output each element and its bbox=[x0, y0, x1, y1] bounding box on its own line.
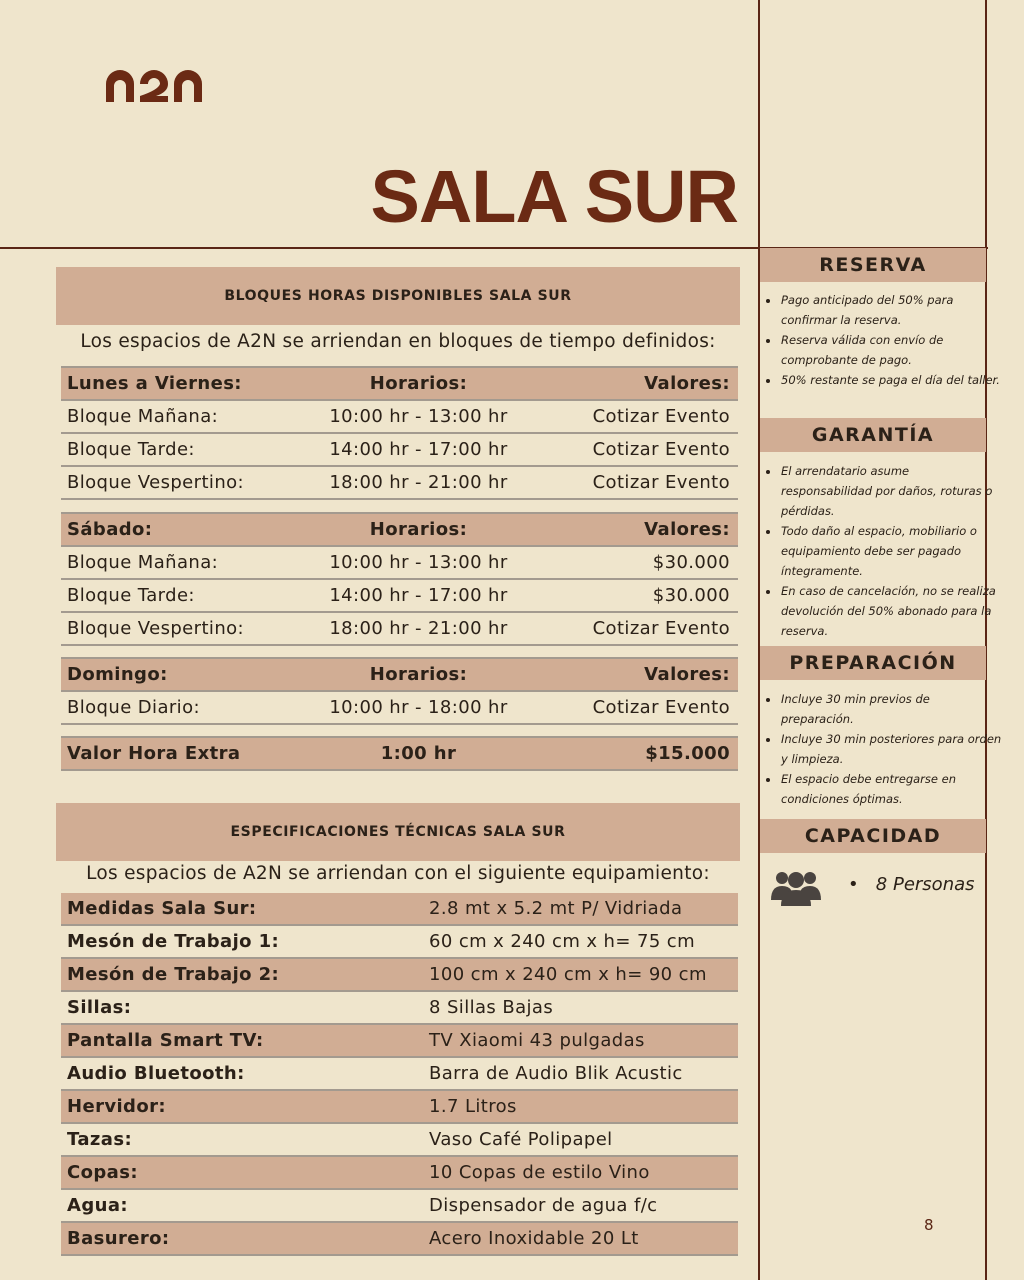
block-name: Bloque Vespertino: bbox=[67, 618, 245, 639]
table-header-row bbox=[61, 366, 738, 401]
block-value: Cotizar Evento bbox=[592, 472, 730, 493]
schedule-intro: Los espacios de A2N se arriendan en bloques de tiempo definidos: bbox=[80, 331, 716, 352]
capacity-label: 8 Personas bbox=[875, 874, 975, 895]
extra-hour-duration: 1:00 hr bbox=[380, 743, 457, 764]
capacidad-heading: CAPACIDAD bbox=[760, 819, 986, 853]
table-row bbox=[61, 547, 738, 580]
list-item: • El arrendatario asume responsabilidad por daños, roturas o pérdidas. bbox=[780, 461, 1002, 521]
table-row bbox=[61, 434, 738, 467]
block-name: Bloque Vespertino: bbox=[67, 472, 245, 493]
block-name: Bloque Tarde: bbox=[67, 439, 195, 460]
list-item: • Todo daño al espacio, mobiliario o equipamiento debe ser pagado íntegramente. bbox=[780, 521, 1002, 581]
block-hours: 14:00 hr - 17:00 hr bbox=[329, 585, 508, 606]
spec-value: Acero Inoxidable 20 Lt bbox=[429, 1228, 639, 1249]
spec-key: Mesón de Trabajo 1: bbox=[67, 931, 280, 952]
spec-value: 2.8 mt x 5.2 mt P/ Vidriada bbox=[429, 898, 683, 919]
block-value: $30.000 bbox=[652, 552, 730, 573]
page-number: 8 bbox=[924, 1216, 934, 1234]
values-header: Valores: bbox=[644, 664, 730, 685]
block-hours: 18:00 hr - 21:00 hr bbox=[329, 472, 508, 493]
spec-key: Hervidor: bbox=[67, 1096, 166, 1117]
people-group-icon bbox=[770, 866, 822, 908]
day-label: Domingo: bbox=[67, 664, 168, 685]
list-item: • Incluye 30 min previos de preparación. bbox=[780, 689, 1002, 729]
spec-key: Pantalla Smart TV: bbox=[67, 1030, 264, 1051]
block-hours: 10:00 hr - 13:00 hr bbox=[329, 406, 508, 427]
schedule-table-saturday bbox=[61, 512, 738, 646]
a2n-logo bbox=[106, 70, 206, 102]
list-item: • Incluye 30 min posteriores para orden y limpieza. bbox=[780, 729, 1002, 769]
table-row bbox=[61, 893, 738, 926]
list-item: • En caso de cancelación, no se realiza devolución del 50% abonado para la reserva. bbox=[780, 581, 1002, 641]
table-row bbox=[61, 401, 738, 434]
block-hours: 10:00 hr - 13:00 hr bbox=[329, 552, 508, 573]
garantia-list bbox=[764, 461, 1002, 641]
spec-value: Barra de Audio Blik Acustic bbox=[429, 1063, 683, 1084]
reserva-heading: RESERVA bbox=[760, 248, 986, 282]
capacity-value: • 8 Personas bbox=[848, 874, 975, 895]
block-name: Bloque Mañana: bbox=[67, 552, 219, 573]
table-row bbox=[61, 1025, 738, 1058]
table-row bbox=[61, 467, 738, 500]
sidebar-left-divider bbox=[758, 0, 760, 1280]
table-header-row bbox=[61, 512, 738, 547]
table-row bbox=[61, 959, 738, 992]
schedule-table-sunday bbox=[61, 657, 738, 725]
table-row bbox=[61, 926, 738, 959]
table-row bbox=[61, 992, 738, 1025]
hours-header: Horarios: bbox=[369, 664, 468, 685]
table-row bbox=[61, 1124, 738, 1157]
spec-key: Agua: bbox=[67, 1195, 128, 1216]
table-row bbox=[61, 613, 738, 646]
block-hours: 10:00 hr - 18:00 hr bbox=[329, 697, 508, 718]
schedule-table-weekdays bbox=[61, 366, 738, 500]
values-header: Valores: bbox=[644, 373, 730, 394]
list-item: • Pago anticipado del 50% para confirmar la reserva. bbox=[780, 290, 1002, 330]
list-item: • El espacio debe entregarse en condiciones óptimas. bbox=[780, 769, 1002, 809]
list-item: • Reserva válida con envío de comprobante de pago. bbox=[780, 330, 1002, 370]
block-value: $30.000 bbox=[652, 585, 730, 606]
spec-value: 1.7 Litros bbox=[429, 1096, 517, 1117]
spec-value: 60 cm x 240 cm x h= 75 cm bbox=[429, 931, 696, 952]
table-row bbox=[61, 1190, 738, 1223]
extra-hour-label: Valor Hora Extra bbox=[67, 743, 241, 764]
table-row bbox=[61, 1223, 738, 1256]
table-row bbox=[61, 580, 738, 613]
block-value: Cotizar Evento bbox=[592, 697, 730, 718]
spec-key: Basurero: bbox=[67, 1228, 170, 1249]
specs-heading: ESPECIFICACIONES TÉCNICAS SALA SUR bbox=[56, 803, 740, 861]
garantia-heading: GARANTÍA bbox=[760, 418, 986, 452]
block-value: Cotizar Evento bbox=[592, 439, 730, 460]
block-value: Cotizar Evento bbox=[592, 618, 730, 639]
schedule-heading: BLOQUES HORAS DISPONIBLES SALA SUR bbox=[56, 267, 740, 325]
reserva-list bbox=[764, 290, 1002, 390]
day-label: Sábado: bbox=[67, 519, 153, 540]
table-row bbox=[61, 1058, 738, 1091]
spec-key: Mesón de Trabajo 2: bbox=[67, 964, 280, 985]
spec-value: TV Xiaomi 43 pulgadas bbox=[429, 1030, 645, 1051]
spec-key: Medidas Sala Sur: bbox=[67, 898, 257, 919]
extra-hour-table bbox=[61, 736, 738, 771]
table-row bbox=[61, 692, 738, 725]
table-header-row bbox=[61, 657, 738, 692]
spec-value: Vaso Café Polipapel bbox=[429, 1129, 613, 1150]
list-item: • 50% restante se paga el día del taller. bbox=[780, 370, 1002, 390]
specs-intro: Los espacios de A2N se arriendan con el siguiente equipamiento: bbox=[86, 863, 710, 884]
spec-value: 100 cm x 240 cm x h= 90 cm bbox=[429, 964, 707, 985]
spec-key: Copas: bbox=[67, 1162, 138, 1183]
block-value: Cotizar Evento bbox=[592, 406, 730, 427]
spec-value: 10 Copas de estilo Vino bbox=[429, 1162, 650, 1183]
preparacion-list bbox=[764, 689, 1002, 809]
block-name: Bloque Tarde: bbox=[67, 585, 195, 606]
spec-key: Audio Bluetooth: bbox=[67, 1063, 245, 1084]
spec-value: 8 Sillas Bajas bbox=[429, 997, 554, 1018]
specs-table bbox=[61, 893, 738, 1256]
block-hours: 18:00 hr - 21:00 hr bbox=[329, 618, 508, 639]
block-name: Bloque Diario: bbox=[67, 697, 200, 718]
hours-header: Horarios: bbox=[369, 373, 468, 394]
table-row bbox=[61, 1157, 738, 1190]
block-hours: 14:00 hr - 17:00 hr bbox=[329, 439, 508, 460]
extra-hour-value: $15.000 bbox=[645, 743, 730, 764]
spec-value: Dispensador de agua f/c bbox=[429, 1195, 658, 1216]
extra-hour-row bbox=[61, 736, 738, 771]
preparacion-heading: PREPARACIÓN bbox=[760, 646, 986, 680]
hours-header: Horarios: bbox=[369, 519, 468, 540]
table-row bbox=[61, 1091, 738, 1124]
spec-key: Sillas: bbox=[67, 997, 132, 1018]
page-title: SALA SUR bbox=[370, 155, 738, 238]
block-name: Bloque Mañana: bbox=[67, 406, 219, 427]
spec-key: Tazas: bbox=[67, 1129, 133, 1150]
day-label: Lunes a Viernes: bbox=[67, 373, 242, 394]
values-header: Valores: bbox=[644, 519, 730, 540]
